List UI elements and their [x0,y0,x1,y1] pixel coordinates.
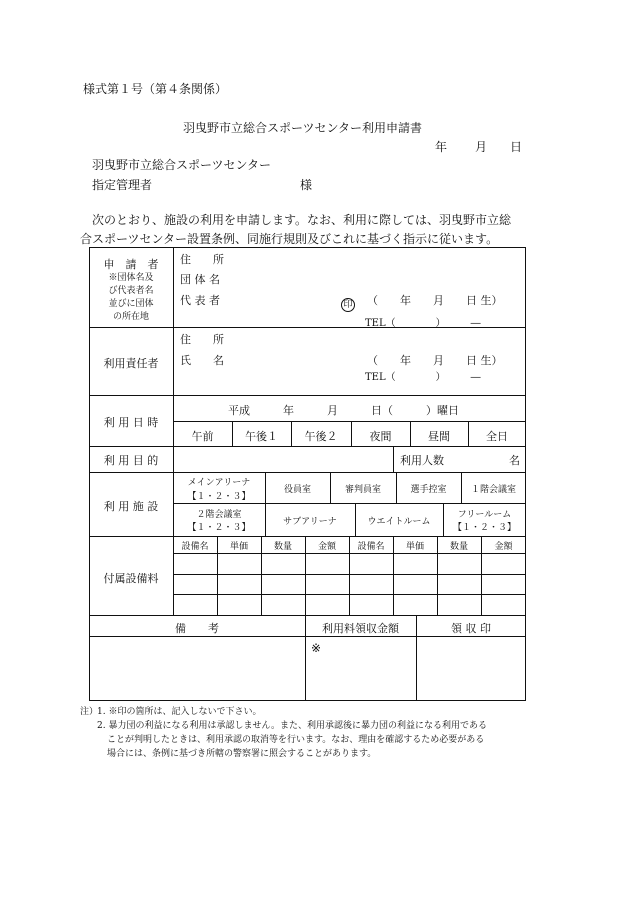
note-2-cont-2: 場合には、条例に基づき所轄の警察署に照会することがあります。 [107,749,377,759]
applicant-note-2: び代表者名 [108,286,154,296]
seal-label: 印 [341,298,355,312]
facility-referee-room: 審判員室 [344,485,381,495]
addressee-manager: 指定管理者 [92,178,153,192]
responsible-name-label: 氏 名 [180,354,224,367]
facility-main-arena-sub: 【１・２・３】 [187,492,251,502]
applicant-note-4: の所在地 [112,312,149,322]
intro-line-2: 合スポーツセンター設置条例、同施行規則及びこれに基づく指示に従います。 [80,232,499,246]
receipt-header: 領 収 印 [451,622,491,635]
facility-2f-meeting: ２階会議室 [196,510,242,520]
equipment-col-price-2: 単価 [405,542,424,552]
facility-1f-meeting: １階会議室 [470,485,516,495]
note-2-cont-1: ことが判明したときは、利用承認の取消等を行います。なお、理由を確認するため必要がある [107,735,485,745]
addressee-honorific: 様 [300,178,313,192]
facility-free-room-sub: 【１・２・３】 [452,523,516,533]
responsible-header: 利用責任者 [103,357,159,370]
responsible-address-label: 住 所 [180,333,224,346]
slot-afternoon-2: 午後２ [304,430,338,443]
fee-header: 利用料領収金額 [322,622,399,635]
equipment-col-name-1: 設備名 [181,542,209,552]
facility-main-arena: メインアリーナ [187,478,251,488]
applicant-rep-label: 代 表 者 [180,294,220,307]
responsible-birth: （ 年 月 日 生） [367,354,503,367]
form-number: 様式第１号（第４条関係） [83,82,228,96]
equipment-header: 付属設備料 [103,572,159,585]
applicant-address-label: 住 所 [180,253,224,266]
equipment-col-qty-1: 数量 [273,542,292,552]
slot-afternoon-1: 午後１ [245,430,278,443]
slot-night: 夜間 [369,430,392,443]
slot-daytime: 昼間 [428,430,450,443]
equipment-col-amount-1: 金額 [317,542,336,552]
date-day-label: 日 [510,140,523,154]
usage-date-header: 利 用 日 時 [103,416,159,429]
purpose-count-label: 利用人数 [400,454,444,467]
intro-line-1: 次のとおり、施設の利用を申請します。なお、利用に際しては、羽曳野市立総 [92,213,512,227]
equipment-col-qty-2: 数量 [449,542,468,552]
remarks-header: 備 考 [175,622,219,635]
date-month-label: 月 [475,140,488,154]
applicant-note-1: ※団体名及 [108,273,154,283]
responsible-tel: TEL（ ） ― [365,372,481,383]
facility-officials-room: 役員室 [283,485,311,495]
note-2: 2. 暴力団の利益になる利用は承認しません。また、利用承認後に暴力団の利益になる利用である [97,721,487,731]
slot-morning: 午前 [191,430,214,443]
purpose-header: 利 用 目 的 [103,454,159,467]
facility-player-room: 選手控室 [410,485,447,495]
note-1: 1. ※印の箇所は、記入しないで下さい。 [97,707,262,717]
seal-icon [341,292,355,312]
equipment-col-amount-2: 金額 [494,542,513,552]
purpose-count-unit: 名 [509,454,520,467]
fee-mark: ※ [311,641,322,655]
facility-2f-meeting-sub: 【１・２・３】 [187,523,251,533]
applicant-header: 申 請 者 [103,258,159,271]
equipment-col-price-1: 単価 [229,542,248,552]
usage-date-line: 平成 年 月 日（ ）曜日 [228,404,459,417]
applicant-birth: （ 年 月 日 生） [367,294,503,307]
facilities-header: 利 用 施 設 [103,500,159,513]
applicant-note-3: 並びに団体 [108,299,154,309]
date-year-label: 年 [435,140,448,154]
addressee-facility: 羽曳野市立総合スポーツセンター [92,158,272,172]
slot-all-day: 全日 [486,430,508,443]
applicant-tel: TEL（ ） ― [365,318,481,329]
notes-label: 注） [80,707,99,717]
facility-weight-room: ウエイトルーム [367,517,431,527]
equipment-col-name-2: 設備名 [357,542,385,552]
applicant-group-label: 団 体 名 [180,273,220,286]
form-title: 羽曳野市立総合スポーツセンター利用申請書 [183,121,423,135]
facility-free-room: フリールーム [457,510,512,520]
facility-sub-arena: サブアリーナ [283,517,337,527]
